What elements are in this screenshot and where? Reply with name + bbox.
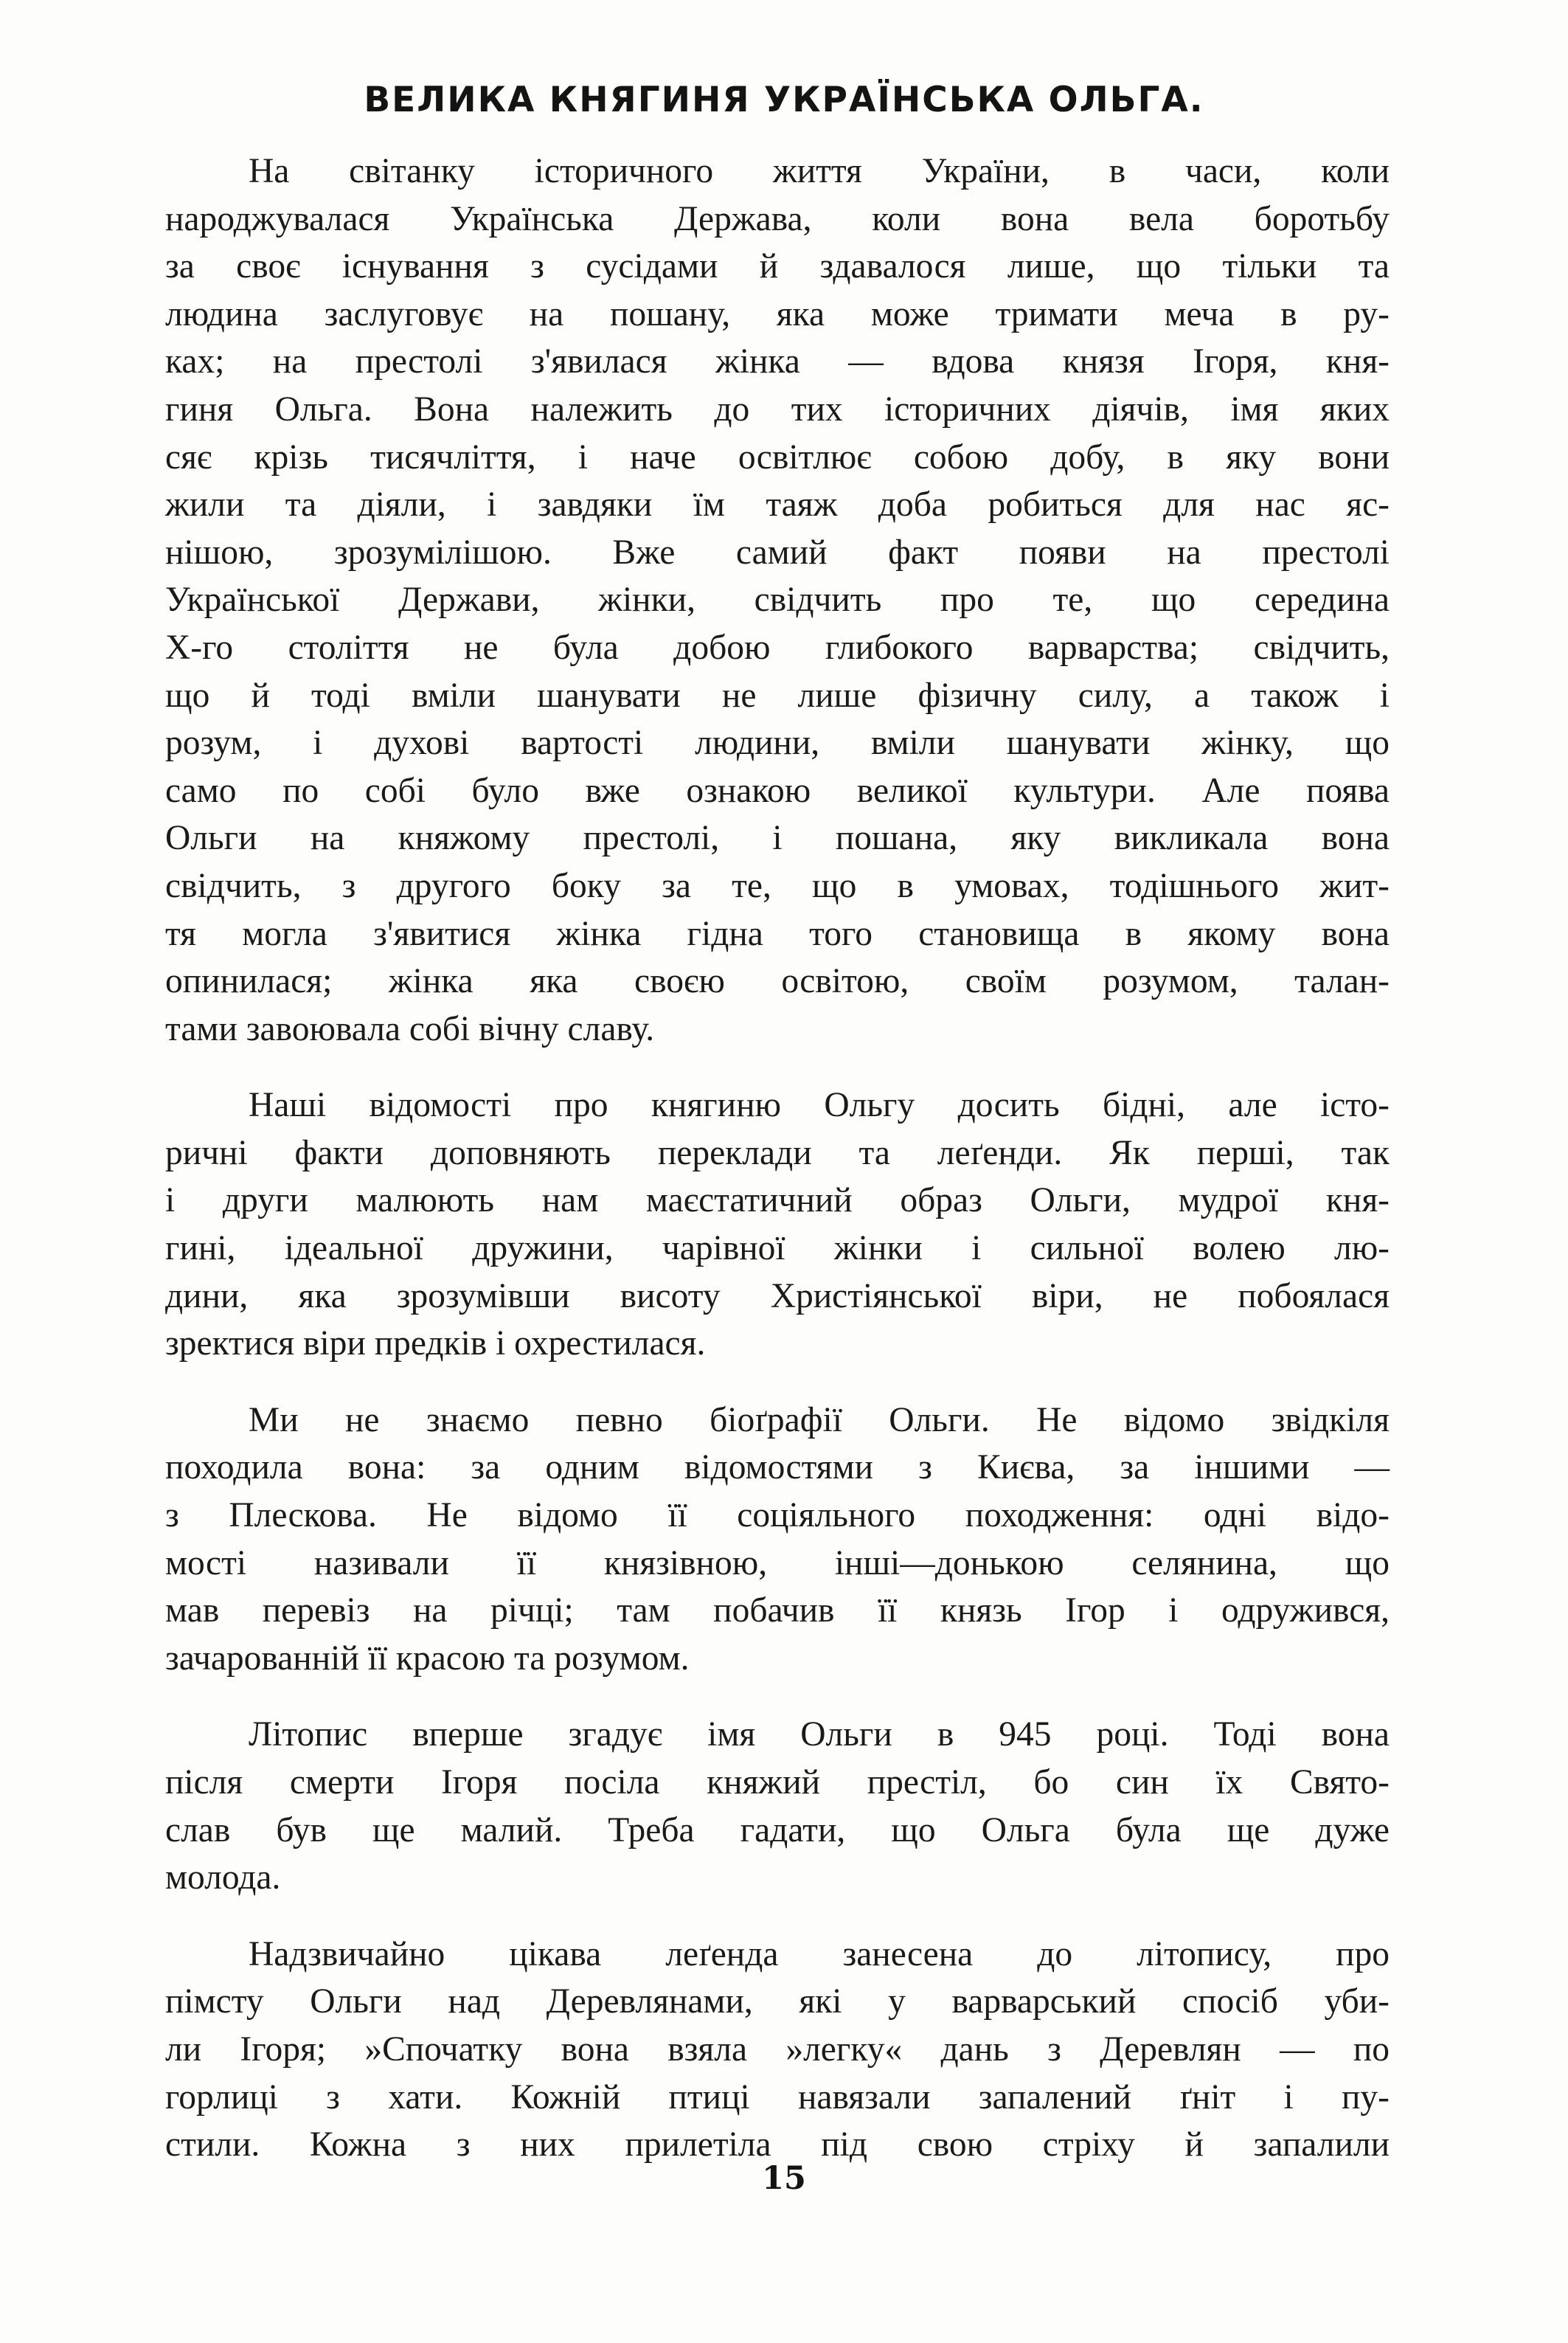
paragraph: [165, 148, 1390, 1053]
text-line: мав перевіз на річці; там побачив її князь Ігор і одружився,: [165, 1591, 1390, 1630]
text-line: після смерти Ігоря посіла княжий престіл, бо син їх Свято-: [165, 1763, 1390, 1802]
paragraph: [165, 1711, 1390, 1901]
text-line: Ольги на княжому престолі, і пошана, яку викликала вона: [165, 819, 1390, 858]
text-line: ли Ігоря; »Спочатку вона взяла »легку« дань з Деревлян — по: [165, 2029, 1390, 2069]
text-line: свідчить, з другого боку за те, що в умовах, тодішнього жит-: [165, 866, 1390, 905]
paragraph: [165, 1931, 1390, 2169]
chapter-title: ВЕЛИКА КНЯГИНЯ УКРАЇНСЬКА ОЛЬГА.: [364, 80, 1204, 120]
text-line: жили та діяли, і завдяки їм таяж доба робиться для нас яс-: [165, 485, 1390, 525]
body-text: [165, 148, 1390, 2198]
text-line: тами завоювала собі вічну славу.: [165, 1009, 655, 1048]
text-line: і други малюють нам маєстатичний образ Ольги, мудрої кня-: [165, 1181, 1390, 1220]
text-line: зачарованній її красою та розумом.: [165, 1638, 690, 1678]
text-line: людина заслуговує на пошану, яка може тримати меча в ру-: [165, 294, 1390, 333]
text-line: Літопис вперше згадує імя Ольги в 945 році. Тоді вона: [249, 1715, 1390, 1754]
text-line: нішою, зрозумілішою. Вже самий факт появи на престолі: [165, 533, 1390, 572]
text-line: Наші відомості про княгиню Ольгу досить бідні, але істо-: [249, 1086, 1390, 1125]
text-line: зректися віри предків і охрестилася.: [165, 1324, 706, 1363]
text-line: сяє крізь тисячліття, і наче освітлює собою добу, в яку вони: [165, 437, 1390, 477]
text-line: за своє існування з сусідами й здавалося лише, що тільки та: [165, 247, 1390, 286]
text-line: Надзвичайно цікава леґенда занесена до літопису, про: [249, 1934, 1390, 1973]
page-number: 15: [762, 2160, 806, 2197]
text-line: народжувалася Українська Держава, коли вона вела боротьбу: [165, 199, 1390, 238]
text-line: слав був ще малий. Треба гадати, що Ольга була ще дуже: [165, 1810, 1390, 1849]
text-line: пімсту Ольги над Деревлянами, які у варварський спосіб уби-: [165, 1982, 1390, 2021]
text-line: з Плескова. Не відомо її соціяльного походження: одні відо-: [165, 1496, 1390, 1535]
text-line: розум, і духові вартості людини, вміли шанувати жінку, що: [165, 724, 1390, 763]
text-line: гині, ідеальної дружини, чарівної жінки і сильної волею лю-: [165, 1229, 1390, 1268]
text-line: що й тоді вміли шанувати не лише фізичну силу, а також і: [165, 676, 1390, 715]
text-line: Української Держави, жінки, свідчить про те, що середина: [165, 581, 1390, 620]
text-line: стили. Кожна з них прилетіла під свою стріху й запалили: [165, 2125, 1390, 2164]
text-line: На світанку історичного життя України, в часи, коли: [249, 152, 1390, 190]
text-line: гиня Ольга. Вона належить до тих історичних діячів, імя яких: [165, 390, 1390, 429]
text-line: ричні факти доповняють переклади та леґенди. Як перші, так: [165, 1133, 1390, 1172]
paragraph: [165, 1081, 1390, 1368]
text-line: X-го століття не була добою глибокого варварства; свідчить,: [165, 628, 1390, 667]
text-line: ках; на престолі з'явилася жінка — вдова князя Ігоря, кня-: [165, 342, 1390, 381]
text-line: тя могла з'явитися жінка гідна того становища в якому вона: [165, 914, 1390, 953]
text-line: опинилася; жінка яка своєю освітою, своїм розумом, талан-: [165, 962, 1390, 1001]
text-line: горлиці з хати. Кожній птиці навязали запалений ґніт і пу-: [165, 2077, 1390, 2117]
text-line: молода.: [165, 1858, 281, 1897]
text-line: походила вона: за одним відомостями з Києва, за іншими —: [165, 1448, 1390, 1487]
text-line: само по собі було вже ознакою великої культури. Але поява: [165, 771, 1390, 810]
paragraph: [165, 1397, 1390, 1683]
text-line: мості називали її князівною, інші—донькою селянина, що: [165, 1543, 1390, 1582]
text-line: дини, яка зрозумівши висоту Христіянської віри, не побоялася: [165, 1276, 1390, 1315]
text-line: Ми не знаємо певно біоґрафії Ольги. Не відомо звідкіля: [249, 1400, 1390, 1439]
